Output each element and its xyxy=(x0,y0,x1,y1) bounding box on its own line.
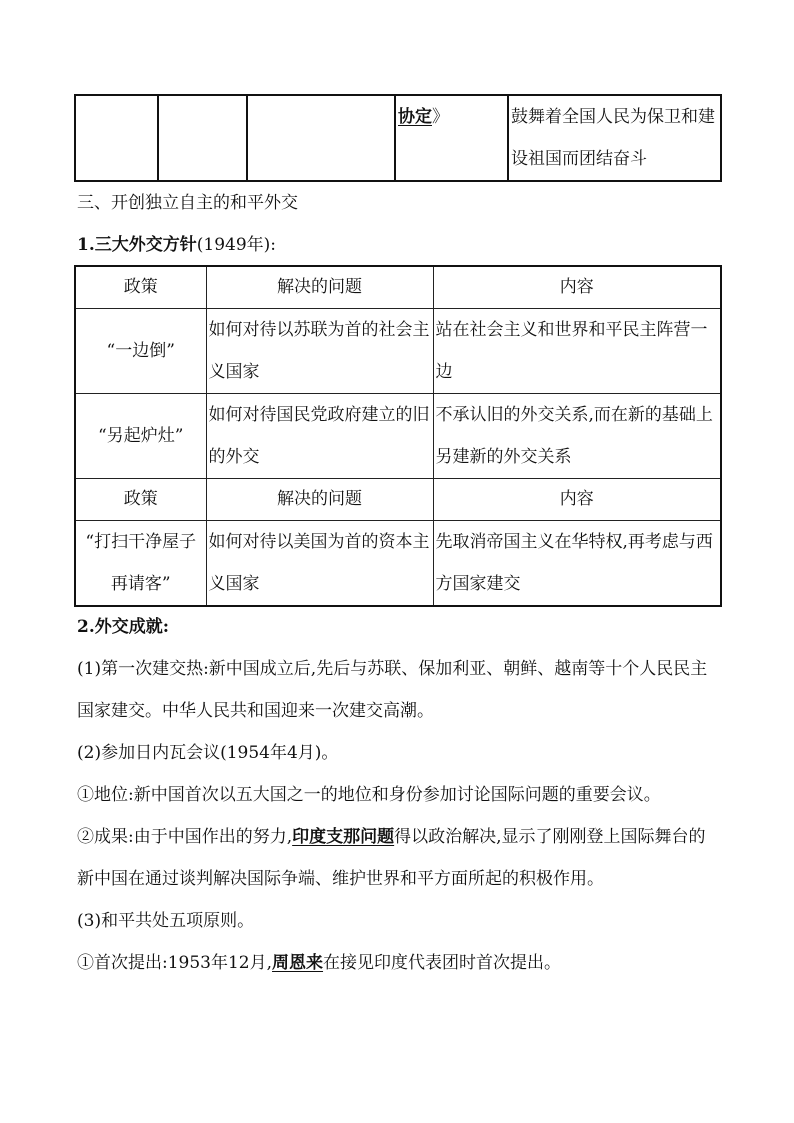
paragraph-five-principles: (3)和平共处五项原则。 xyxy=(77,911,255,931)
header-cell: 内容 xyxy=(433,479,721,521)
table-row xyxy=(75,309,721,394)
section-heading: 三、开创独立自主的和平外交 xyxy=(77,193,298,213)
proposed-text-tail: 在接见印度代表团时首次提出。 xyxy=(323,953,562,973)
policy-cell: “打扫干净屋子再请客” xyxy=(75,521,206,607)
subheading-text: 1.三大外交方针 xyxy=(77,235,197,255)
header-cell: 政策 xyxy=(75,479,206,521)
header-cell: 政策 xyxy=(75,266,206,309)
continued-table xyxy=(74,94,722,182)
table-cell xyxy=(158,95,247,181)
table-row xyxy=(75,394,721,479)
table-cell xyxy=(247,95,395,181)
table-cell xyxy=(75,95,158,181)
content-cell: 先取消帝国主义在华特权,再考虑与西方国家建交 xyxy=(433,521,721,607)
result-text-tail: 得以政治解决,显示了刚刚登上国际舞台的新中国在通过谈判解决国际争端、维护世界和平方面所起的积极作用。 xyxy=(77,827,706,889)
subheading-achievements: 2.外交成就: xyxy=(77,617,170,637)
policy-cell: “另起炉灶” xyxy=(75,394,206,479)
problem-cell: 如何对待以美国为首的资本主义国家 xyxy=(206,521,433,607)
header-cell: 内容 xyxy=(433,266,721,309)
paragraph-geneva: (2)参加日内瓦会议(1954年4月)。 xyxy=(77,743,339,763)
table-cell xyxy=(395,95,508,181)
result-text: ②成果:由于中国作出的努力, xyxy=(77,827,293,847)
content-cell: 不承认旧的外交关系,而在新的基础上另建新的外交关系 xyxy=(433,394,721,479)
policy-cell: “一边倒” xyxy=(75,309,206,394)
paragraph-status: ①地位:新中国首次以五大国之一的地位和身份参加讨论国际问题的重要会议。 xyxy=(77,785,661,805)
problem-cell: 如何对待以苏联为首的社会主义国家 xyxy=(206,309,433,394)
treaty-bracket: 》 xyxy=(432,107,449,127)
subheading-year: (1949年): xyxy=(196,235,277,255)
header-cell: 解决的问题 xyxy=(206,266,433,309)
table-row xyxy=(75,95,721,181)
table-header-row xyxy=(75,479,721,521)
proposed-text: ①首次提出:1953年12月, xyxy=(77,953,273,973)
problem-cell: 如何对待国民党政府建立的旧的外交 xyxy=(206,394,433,479)
paragraph-first-wave: (1)第一次建交热:新中国成立后,先后与苏联、保加利亚、朝鲜、越南等十个人民民主国家建交。中华人民共和国迎来一次建交高潮。 xyxy=(77,659,708,721)
content-cell: 站在社会主义和世界和平民主阵营一边 xyxy=(433,309,721,394)
table-header-row xyxy=(75,266,721,309)
policy-table xyxy=(74,265,722,607)
indochina-keyword: 印度支那问题 xyxy=(292,827,395,847)
zhou-enlai-keyword: 周恩来 xyxy=(272,953,324,973)
paragraph-first-proposed xyxy=(77,942,720,984)
treaty-name: 协定 xyxy=(398,107,432,127)
subheading-policies xyxy=(77,235,276,255)
paragraph-result xyxy=(77,816,720,900)
table-cell: 鼓舞着全国人民为保卫和建设祖国而团结奋斗 xyxy=(508,95,721,181)
header-cell: 解决的问题 xyxy=(206,479,433,521)
table-row xyxy=(75,521,721,607)
